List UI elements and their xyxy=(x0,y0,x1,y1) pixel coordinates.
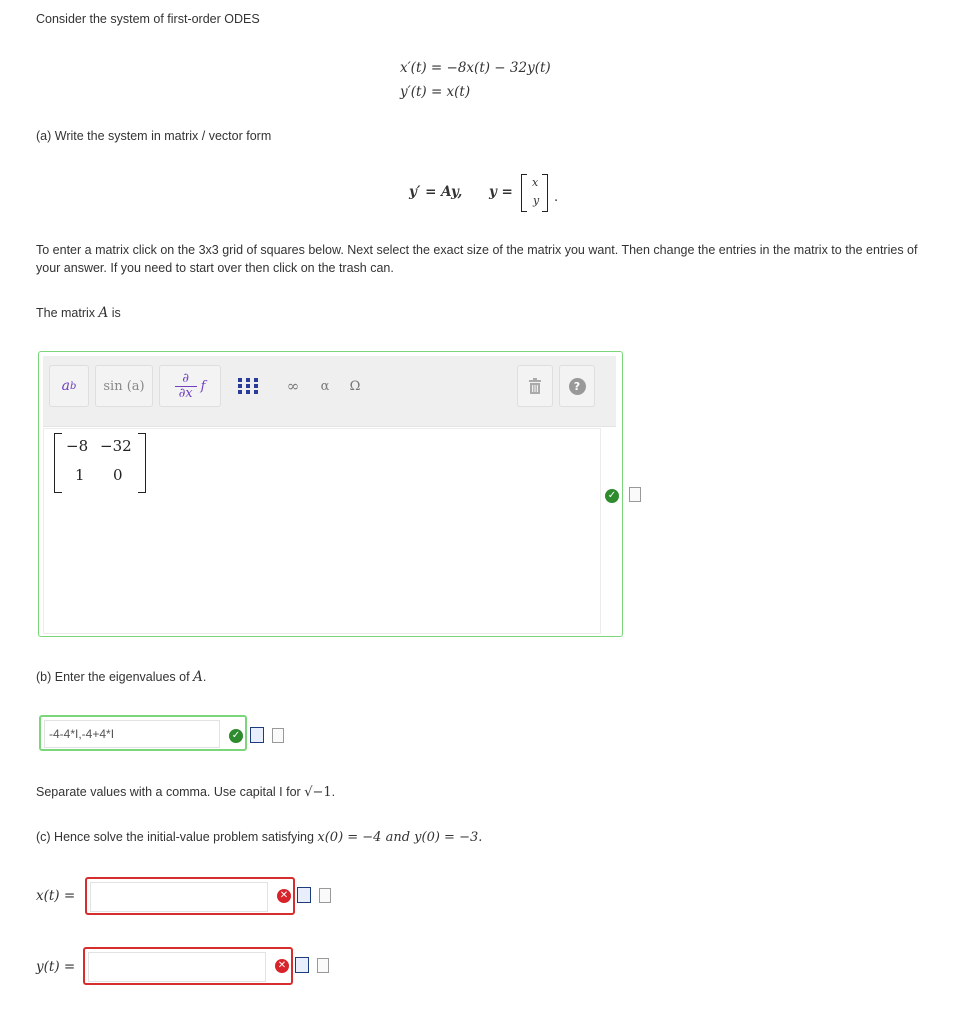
matrix-cell-0-0[interactable]: −8 xyxy=(66,437,89,455)
document-icon[interactable] xyxy=(317,958,329,973)
document-icon[interactable] xyxy=(272,728,284,743)
part-a-prompt: (a) Write the system in matrix / vector form xyxy=(36,129,272,143)
intro-text: Consider the system of first-order ODES xyxy=(36,12,260,26)
eigenvalues-hint xyxy=(36,785,335,800)
check-icon: ✓ xyxy=(229,729,243,743)
eigenvalues-hint-prefix: Separate values with a comma. Use capital I for xyxy=(36,785,301,799)
matrix-label-suffix: is xyxy=(111,306,121,320)
matrix-right-bracket xyxy=(138,433,146,493)
vector-entry-y: y xyxy=(533,194,540,207)
eigenvalues-answer-box xyxy=(39,715,247,751)
initial-condition: x(0) = −4 and y(0) = −3. xyxy=(317,830,483,845)
part-b-prompt xyxy=(36,669,206,685)
preview-icon[interactable] xyxy=(297,887,311,903)
part-c-prompt-text: (c) Hence solve the initial-value problem satisfying xyxy=(36,830,314,844)
part-b-prompt-prefix: (b) Enter the eigenvalues of xyxy=(36,670,190,684)
power-exponent: b xyxy=(69,380,77,392)
y-answer-box xyxy=(83,947,293,985)
y-t-label: y(t) = xyxy=(36,959,76,975)
vector-form-lhs: y′ = Ay, xyxy=(409,184,463,200)
cross-icon: ✕ xyxy=(277,889,291,903)
help-button[interactable] xyxy=(559,365,595,407)
sqrt-neg-one: √−1 xyxy=(304,785,332,800)
y-t-input[interactable] xyxy=(88,952,266,982)
preview-icon[interactable] xyxy=(250,727,264,743)
power-button[interactable] xyxy=(49,365,89,407)
grid-icon xyxy=(238,378,260,394)
alpha-button[interactable]: α xyxy=(320,378,330,394)
equation-2: y′(t) = x(t) xyxy=(400,84,471,100)
matrix-instructions: To enter a matrix click on the 3x3 grid of squares below. Next select the exact size of the matrix you want. Then change the entries in the matrix to the entries of your answer. If you need to start over then click on the trash can. xyxy=(36,243,918,275)
matrix-cell-0-1[interactable]: −32 xyxy=(100,437,132,455)
derivative-bottom: ∂x xyxy=(178,385,193,401)
document-icon[interactable] xyxy=(319,888,331,903)
column-vector xyxy=(521,174,551,212)
matrix-editor xyxy=(38,351,623,637)
eigenvalues-hint-suffix: . xyxy=(331,785,336,799)
equation-1: x′(t) = −8x(t) − 32y(t) xyxy=(400,60,551,76)
check-icon: ✓ xyxy=(605,489,619,503)
sin-button[interactable] xyxy=(95,365,153,407)
matrix-grid-button[interactable] xyxy=(227,365,271,407)
editor-toolbar xyxy=(43,356,616,427)
vector-entry-x: x xyxy=(532,176,539,189)
document-icon[interactable] xyxy=(629,487,641,502)
trash-icon xyxy=(528,378,542,394)
help-icon: ? xyxy=(569,378,586,395)
cross-icon: ✕ xyxy=(275,959,289,973)
x-t-input[interactable] xyxy=(90,882,268,912)
part-c-prompt xyxy=(36,830,482,845)
preview-icon[interactable] xyxy=(295,957,309,973)
matrix-left-bracket xyxy=(54,433,62,493)
matrix-cell-1-0[interactable]: 1 xyxy=(75,466,85,484)
trash-button[interactable] xyxy=(517,365,553,407)
matrix-edit-area[interactable] xyxy=(43,428,601,634)
derivative-button[interactable] xyxy=(159,365,221,407)
vector-period: . xyxy=(554,190,559,205)
matrix-label-var: A xyxy=(98,305,109,321)
vector-form-y: y = xyxy=(489,184,513,200)
eigenvalues-input[interactable] xyxy=(44,720,220,748)
x-answer-box xyxy=(85,877,295,915)
matrix-cell-1-1[interactable]: 0 xyxy=(113,466,123,484)
derivative-f: f xyxy=(200,378,206,394)
part-b-prompt-suffix: . xyxy=(202,670,207,684)
matrix-label xyxy=(36,305,121,321)
infinity-button[interactable]: ∞ xyxy=(286,377,300,395)
x-t-label: x(t) = xyxy=(36,888,76,904)
omega-button[interactable]: Ω xyxy=(349,378,361,394)
derivative-top: ∂ xyxy=(182,370,189,386)
sin-label: sin (a) xyxy=(103,378,145,394)
matrix-label-prefix: The matrix xyxy=(36,306,96,320)
part-b-prompt-var: A xyxy=(193,669,203,685)
power-base: a xyxy=(61,378,70,394)
